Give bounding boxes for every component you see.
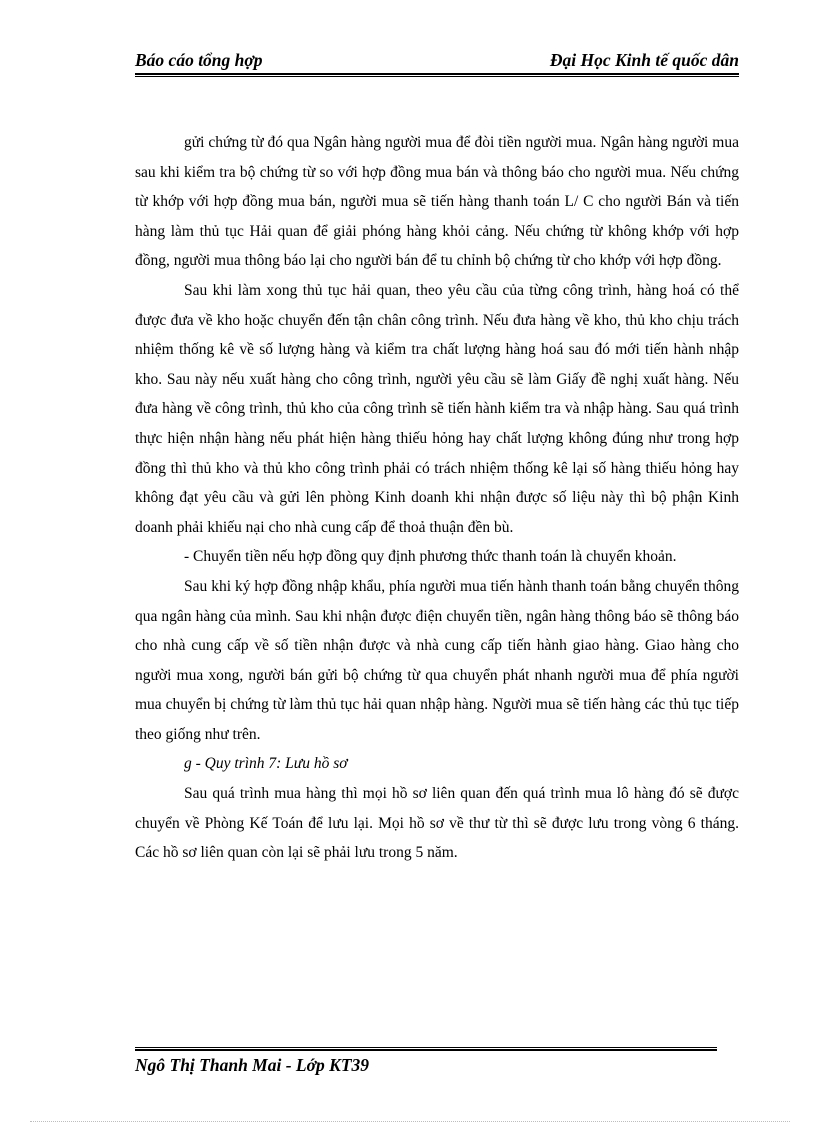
page-bottom-border [30, 1121, 790, 1122]
paragraph-customs-warehouse: Sau khi làm xong thủ tục hải quan, theo yêu cầu của từng công trình, hàng hoá có thể được đưa về kho hoặc chuyển đến tận chân công trình. Nếu đưa hàng về kho, thủ kho chịu trách nhiệm thống kê về số lượng hàng và kiểm tra chất lượng hàng hoá sau đó mới tiến hành nhập kho. Sau này nếu xuất hàng cho công trình, người yêu cầu sẽ làm Giấy đề nghị xuất hàng. Nếu đưa hàng về công trình, thủ kho của công trình sẽ tiến hành kiểm tra và nhập hàng. Sau quá trình thực hiện nhận hàng nếu phát hiện hàng thiếu hỏng hay chất lượng không đúng như trong hợp đồng thì thủ kho và thủ kho công trình phải có trách nhiệm thống kê lại số hàng thiếu hỏng hay không đạt yêu cầu và gửi lên phòng Kinh doanh khi nhận được số liệu này thì bộ phận Kinh doanh phải khiếu nại cho nhà cung cấp để thoả thuận đền bù. [135, 281, 739, 536]
paragraph-transfer-process: Sau khi ký hợp đồng nhập khẩu, phía người mua tiến hành thanh toán bằng chuyển thông qua ngân hàng của mình. Sau khi nhận được điện chuyển tiền, ngân hàng thông báo sẽ thông báo cho nhà cung cấp về số tiền nhận được và nhà cung cấp tiến hành giao hàng. Giao hàng cho người mua xong, người bán gửi bộ chứng từ qua chuyển phát nhanh người mua để phía người mua chuyển bị chứng từ làm thủ tục hải quan nhập hàng. Người mua sẽ tiến hàng các thủ tục tiếp theo giống như trên. [135, 577, 739, 743]
section-heading-records: g - Quy trình 7: Lưu hồ sơ [184, 755, 348, 773]
paragraph-transfer-method: - Chuyển tiền nếu hợp đồng quy định phương thức thanh toán là chuyển khoản. [184, 548, 677, 566]
header-divider [135, 73, 739, 77]
paragraph-records-storage: Sau quá trình mua hàng thì mọi hồ sơ liên quan đến quá trình mua lô hàng đó sẽ được chuyển về Phòng Kế Toán để lưu lại. Mọi hồ sơ về thư từ thì sẽ được lưu trong vòng 6 tháng. Các hồ sơ liên quan còn lại sẽ phải lưu trong 5 năm. [135, 785, 739, 862]
paragraph-document-submission: gửi chứng từ đó qua Ngân hàng người mua để đòi tiền người mua. Ngân hàng người mua sau khi kiểm tra bộ chứng từ so với hợp đồng mua bán và thông báo cho người mua. Nếu chứng từ khớp với hợp đồng mua bán, người mua sẽ tiến hàng thanh toán L/ C cho người Bán và tiến hàng làm thủ tục Hải quan để giải phóng hàng khỏi cảng. Nếu chứng từ không khớp với hợp đồng, người mua thông báo lại cho người bán để tu chỉnh bộ chứng từ cho khớp với hợp đồng. [135, 134, 739, 270]
footer-divider [135, 1047, 717, 1051]
page-header [135, 48, 739, 74]
footer-author: Ngô Thị Thanh Mai - Lớp KT39 [135, 1055, 370, 1075]
header-report-title: Báo cáo tổng hợp [135, 50, 263, 70]
header-university: Đại Học Kinh tế quốc dân [549, 50, 739, 70]
document-body [135, 128, 739, 868]
